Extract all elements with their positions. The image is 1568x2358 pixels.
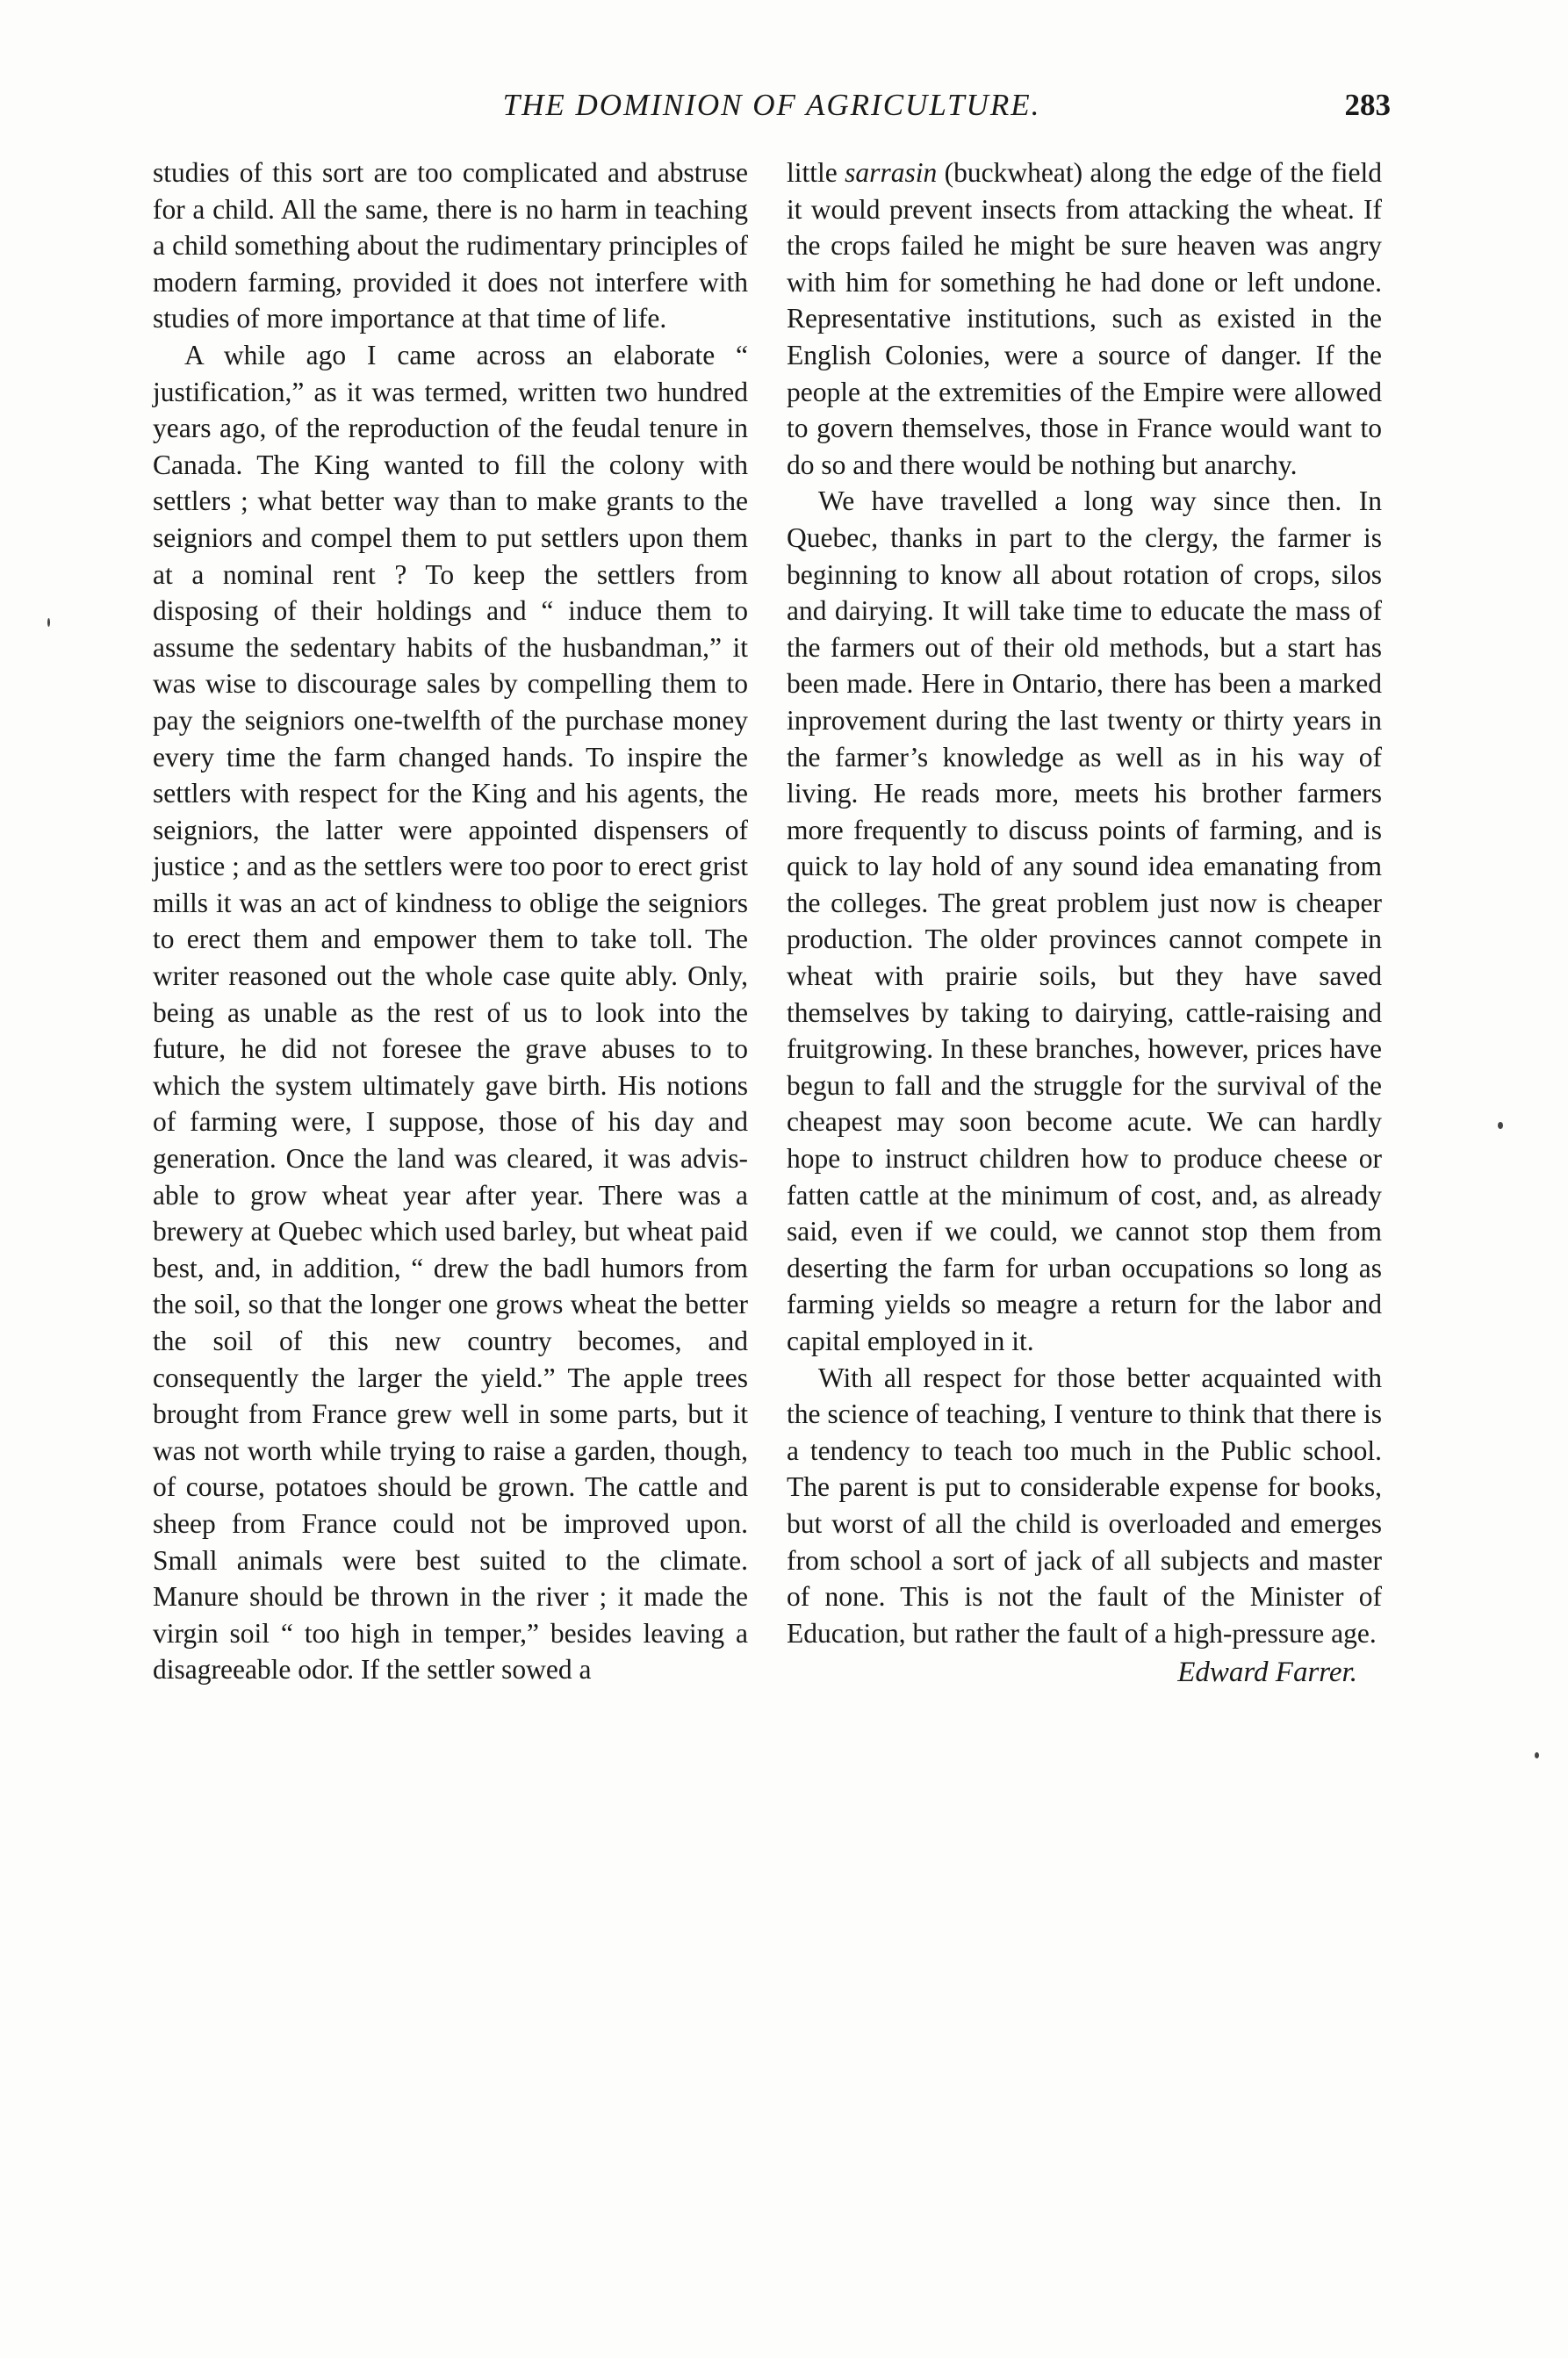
paragraph-continued-right [787, 155, 1382, 483]
page-number: 283 [1344, 88, 1391, 122]
author-signature: Edward Farrer. [1177, 1657, 1357, 1689]
page-header [153, 88, 1391, 132]
print-speck [47, 618, 50, 627]
print-speck [1498, 1122, 1503, 1129]
left-column [153, 155, 748, 1688]
running-title: THE DOMINION OF AGRICULTURE. [502, 88, 1041, 122]
text-run: (buckwheat) along the edge of the field it would prevent insects from attacking the wheat. If the crops failed he might be sure heaven was angry with him for something he had done or left undone. Representative institutions, such as existed in the English Colonies, were a source of danger. If the people at the extremities of the Empire were allowed to govern themselves, those in France would want to do so and there would be nothing but anarchy. [787, 157, 1382, 480]
paragraph-travelled: We have travelled a long way since then. In Quebec, thanks in part to the clergy, the farmer is beginning to know all about rotation of crops, silos and dairying. It will take time to educate the mass of the farmers out of their old methods, but a start has been made. Here in Ontario, there has been a marked inprovement during the last twenty or thirty years in the farmer’s knowledge as well as in his way of living. He reads more, meets his brother farmers more frequently to discuss points of farming, and is quick to lay hold of any sound idea emanating from the colleges. The great problem just now is cheaper production. The older provinces cannot compete in wheat with prairie soils, but they have saved themselves by taking to dairying, cattle-raising and fruitgrowing. In these branches, however, prices have begun to fall and the struggle for the survival of the cheapest may soon become acute. We can hardly hope to instruct children how to produce cheese or fatten cattle at the minimum of cost, and, as already said, even if we could, we cannot stop them from deserting the farm for urban occupations so long as farming yields so meagre a return for the labor and capital employed in it. [787, 485, 1382, 1356]
paragraph-justification: A while ago I came across an elaborate “ justification,” as it was termed, written two hundred years ago, of the reproduction of the feudal tenure in Canada. The King wanted to fill the colony with settlers ; what better way than to make grants to the seigniors and compel them to put settlers upon them at a nominal rent ? To keep the settlers from disposing of their holdings and “ induce them to assume the sedentary habits of the husbandman,” it was wise to discourage sales by compelling them to pay the seigniors one-twelfth of the purchase money every time the farm changed hands. To inspire the settlers with respect for the King and his agents, the seigniors, the latter were appointed dispensers of justice ; and as the settlers were too poor to erect grist mills it was an act of kindness to oblige the seigniors to erect them and empower them to take toll. The writer reasoned out the whole case quite ably. Only, being as unable as the rest of us to look into the future, he did not foresee the grave abuses to to which the system ultimately gave birth. His notions of farming were, I suppose, those of his day and generation. Once the land was cleared, it was advisable to grow wheat year after year. There was a brewery at Quebec which used barley, but wheat paid best, and, in addition, “ drew the badl humors from the soil, so that the longer one grows wheat the better the soil of this new country becomes, and consequently the larger the yield.” The apple trees brought from France grew well in some parts, but it was not worth while trying to raise a garden, though, of course, potatoes should be grown. The cattle and sheep from France could not be improved upon. Small animals were best suited to the climate. Manure should be thrown in the river ; it made the virgin soil “ too high in temper,” besides leaving a disagreeable odor. If the settler sowed a [153, 339, 748, 1686]
paragraph-continued: studies of this sort are too complicated and abstruse for a child. All the same, there is no harm in teaching a child something about the rudimentary principles of modern farming, provided it does not interfere with studies of more importance at that time of life. [153, 157, 748, 334]
print-speck [1535, 1752, 1539, 1758]
italic-term: sarrasin [845, 157, 938, 188]
right-column [787, 155, 1382, 1692]
paragraph-respect: With all respect for those better acquainted with the science of teaching, I venture to think that there is a tendency to teach too much in the Public school. The parent is put to considerable expense for books, but worst of all the child is overloaded and emerges from school a sort of jack of all subjects and master of none. This is not the fault of the Minister of Education, but rather the fault of a high-pressure age. [787, 1362, 1382, 1649]
text-run: little [787, 157, 845, 188]
